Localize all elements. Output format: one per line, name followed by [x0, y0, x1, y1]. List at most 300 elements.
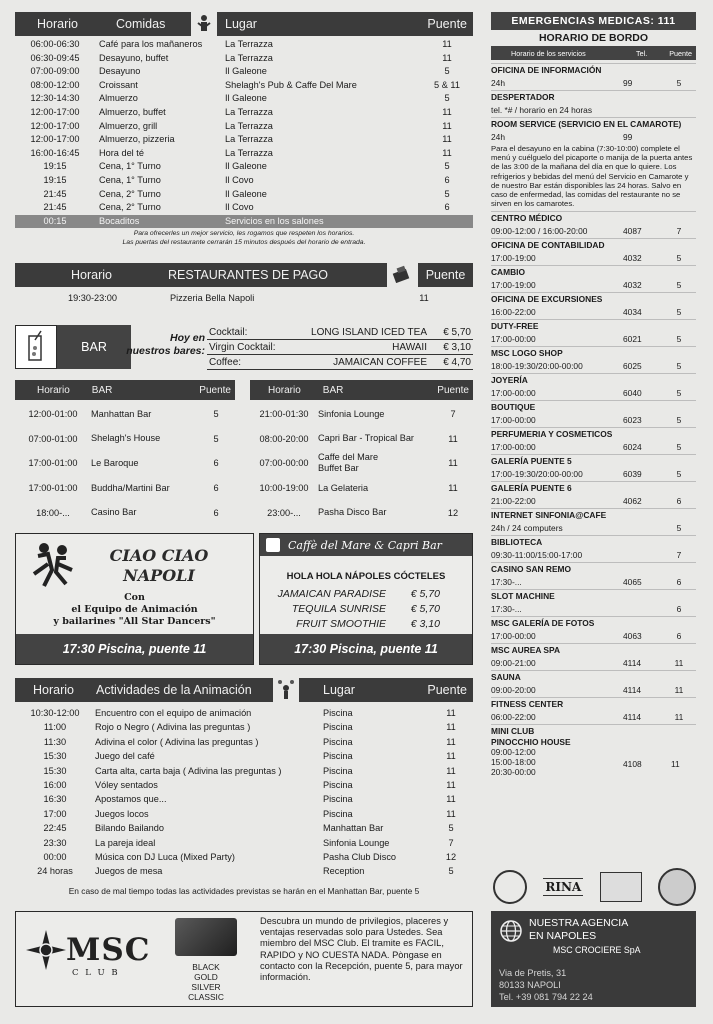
service-line: [491, 710, 696, 724]
meals-header-deck: Puente: [427, 17, 467, 31]
service-name: OFICINA DE INFORMACIÓN: [491, 65, 602, 75]
msc-tier: CLASSIC: [188, 992, 224, 1002]
service-line: [491, 629, 696, 643]
meal-time: 12:00-17:00: [30, 120, 80, 131]
paid-place: Pizzeria Bella Napoli: [170, 293, 255, 303]
meal-row: [15, 147, 473, 161]
activity-deck: 11: [446, 808, 456, 819]
caffe-item-price: € 5,70: [410, 602, 440, 615]
service-deck: 7: [676, 550, 682, 561]
activity-time: 24 horas: [37, 866, 73, 877]
caffe-title-bar: [260, 534, 472, 556]
service-name: DUTY-FREE: [491, 321, 539, 332]
bar-deck: 11: [448, 433, 458, 444]
caffe-footer: [260, 634, 472, 664]
meal-place: Il Covo: [225, 202, 254, 213]
meals-header: [15, 12, 191, 36]
paid-header: [15, 263, 387, 287]
service-tel: 4063: [623, 631, 642, 642]
caffe-hola: HOLA HOLA NÁPOLES CÓCTELES: [286, 571, 446, 582]
bar-row: [250, 427, 473, 452]
bars-right-header-bar: BAR: [322, 384, 344, 396]
activity-time: 16:00: [43, 780, 67, 791]
bar-name-line: Le Baroque: [91, 457, 139, 468]
bar-label-box: [57, 325, 131, 369]
activity-place: Piscina: [323, 808, 353, 819]
service-tel: 4034: [623, 307, 642, 318]
bar-deck: 11: [448, 458, 458, 469]
activity-row: [15, 778, 473, 792]
service-line: [491, 278, 696, 292]
meals-header-place: Lugar: [225, 17, 257, 31]
activities-footnote: En caso de mal tiempo todas las actividades previstas se harán en el Manhattan Bar, puente 5: [68, 886, 420, 896]
activity-time: 11:30: [43, 736, 67, 747]
paid-header-deck: Puente: [425, 268, 466, 282]
service-block: [491, 319, 696, 346]
meal-time: 07:00-09:00: [30, 66, 80, 77]
service-hours: 24h: [491, 132, 505, 142]
agency-address-2: 80133 NAPOLI: [499, 980, 561, 990]
service-tel: [623, 548, 667, 562]
activities-header: [15, 678, 273, 702]
service-deck: 6: [676, 577, 682, 588]
service-deck: 5: [676, 334, 682, 345]
service-deck: 5: [676, 523, 682, 534]
service-name: CAMBIO: [491, 267, 525, 278]
bar-deck: 6: [213, 507, 219, 518]
bar-row: [250, 402, 473, 427]
cocktail-glass-box: [15, 325, 57, 369]
paid-row: [15, 292, 473, 306]
activity-name: Juegos locos: [95, 808, 149, 819]
activity-row: [15, 706, 473, 720]
service-tel: 6039: [623, 469, 642, 480]
bar-promo-price: € 4,70: [443, 356, 471, 368]
bar-time: 17:00-01:00: [28, 458, 78, 469]
meal-row: [15, 160, 473, 174]
service-hours: 09:00-20:00: [491, 685, 536, 696]
meal-deck: 11: [442, 134, 452, 145]
activity-place: Sinfonia Lounge: [323, 837, 390, 848]
service-line: [491, 305, 696, 319]
ciao-line2: y bailarines "All Star Dancers": [53, 616, 216, 627]
service-hours: 24h: [491, 78, 505, 88]
meal-time: 12:00-17:00: [30, 106, 80, 117]
msc-compass-icon: [26, 930, 66, 970]
meal-name: Almuerzo, pizzeria: [99, 134, 175, 145]
msc-tier: SILVER: [191, 982, 221, 992]
iso-cert-icon: [600, 872, 642, 902]
service-line: [491, 602, 696, 616]
service-name: CASINO SAN REMO: [491, 564, 572, 575]
bar-name: [91, 409, 201, 420]
ciao-line1: el Equipo de Animación: [71, 604, 198, 615]
bars-left-header-deck: Puente: [199, 384, 231, 396]
miniclub-block: [491, 724, 696, 777]
msc-tier: GOLD: [194, 972, 218, 982]
service-hours: 17:00-00:00: [491, 334, 536, 345]
service-hours: 24h / 24 computers: [491, 523, 563, 534]
bar-deck: 5: [213, 433, 219, 444]
activity-name: Bilando Bailando: [95, 823, 164, 834]
service-block: [491, 697, 696, 724]
activity-row: [15, 749, 473, 763]
activity-name: Música con DJ Luca (Mixed Party): [95, 852, 235, 863]
service-line: [491, 548, 696, 562]
activity-place: Piscina: [323, 708, 353, 718]
meal-place: Il Galeone: [225, 188, 267, 199]
bar-name: [91, 507, 201, 518]
service-tel: 4065: [623, 577, 642, 588]
bar-promo-item: [207, 355, 473, 370]
activity-place: Piscina: [323, 794, 353, 805]
service-hours: 17:30-...: [491, 604, 522, 615]
activity-time: 11:00: [43, 722, 67, 733]
meals-note-2: Las puertas del restaurante cerrarán 15 minutos después del horario de entrada.: [122, 238, 366, 246]
service-name: SAUNA: [491, 672, 521, 683]
ciao-title: [74, 546, 244, 586]
service-block: [491, 400, 696, 427]
certification-logos: [493, 868, 696, 906]
bar-name: [318, 483, 436, 494]
activity-deck: 11: [446, 765, 456, 776]
meal-row: [15, 92, 473, 106]
bar-row: [15, 427, 235, 452]
bar-row: [15, 500, 235, 525]
paid-header-deck-cell: [418, 263, 473, 287]
meal-place: Shelagh's Pub & Caffe Del Mare: [225, 79, 357, 90]
service-tel: 6023: [623, 415, 642, 426]
agency-company: MSC CROCIERE SpA: [553, 945, 641, 955]
board-list: [491, 63, 696, 777]
meal-row: [15, 52, 473, 66]
meal-place: Il Galeone: [225, 93, 267, 104]
meal-deck: 5: [444, 188, 450, 199]
service-block: [491, 63, 696, 90]
meal-time: 16:00-16:45: [30, 147, 80, 158]
activity-row: [15, 850, 473, 864]
service-block: [491, 616, 696, 643]
msc-club-text: C L U B: [72, 968, 120, 978]
bar-today-line2: nuestros bares:: [126, 345, 205, 357]
bar-name-line: Shelagh's House: [91, 433, 161, 444]
ciao-con: Con: [124, 592, 145, 603]
service-block: [491, 265, 696, 292]
service-line: [491, 467, 696, 481]
service-block: [491, 508, 696, 535]
agency-address-1: Via de Pretis, 31: [499, 968, 567, 978]
meal-time: 21:45: [43, 202, 67, 213]
cash-register-icon: [390, 262, 412, 286]
meal-name: Almuerzo: [99, 93, 138, 104]
service-name: OFICINA DE EXCURSIONES: [491, 294, 603, 305]
activity-name: Vóley sentados: [95, 780, 158, 791]
bar-name: [318, 507, 436, 518]
bar-name-line: Sinfonia Lounge: [318, 408, 385, 419]
service-line: [491, 76, 696, 90]
msc-card-icon: [175, 918, 237, 956]
bar-name: [318, 452, 436, 474]
bar-deck: 7: [450, 409, 456, 420]
miniclub-name-1: MINI CLUB: [491, 726, 535, 737]
service-name: BOUTIQUE: [491, 402, 536, 413]
meal-row: [15, 38, 473, 52]
service-tel: 4087: [623, 226, 642, 237]
service-deck: 5: [676, 78, 682, 88]
service-line: [491, 494, 696, 508]
bar-label: BAR: [81, 340, 107, 354]
service-name: ROOM SERVICE (SERVICIO EN EL CAMAROTE): [491, 119, 682, 129]
service-tel: 6024: [623, 442, 642, 453]
caffe-item: [260, 601, 472, 616]
bar-row: [15, 402, 235, 427]
activity-deck: 11: [446, 736, 456, 747]
bar-name-line: Buddha/Martini Bar: [91, 482, 170, 493]
service-deck: 5: [676, 388, 682, 399]
service-hours: 17:00-00:00: [491, 388, 536, 399]
rina-logo: RINA: [545, 880, 582, 894]
service-hours: 09:30-11:00/15:00-17:00: [491, 550, 583, 561]
ciao-ciao-box: [15, 533, 254, 665]
bar-deck: 6: [213, 458, 219, 469]
cocktail-glass-icon: [25, 330, 47, 364]
activity-row: [15, 764, 473, 778]
service-name: CENTRO MÉDICO: [491, 213, 563, 224]
service-line: [491, 103, 696, 117]
miniclub-hours: 09:00-12:00: [491, 747, 536, 758]
caffe-list: [260, 586, 472, 631]
activity-deck: 5: [448, 823, 454, 834]
service-line: [491, 575, 696, 589]
paid-header-time: Horario: [71, 268, 112, 282]
service-name: INTERNET SINFONIA@CAFE: [491, 510, 607, 521]
activity-name: Juego del café: [95, 751, 155, 762]
service-deck: 6: [676, 631, 682, 642]
service-hours: 17:00-19:30/20:00-00:00: [491, 469, 583, 480]
bars-left-header: [15, 380, 235, 400]
ciao-desc: [16, 592, 253, 628]
service-block: [491, 481, 696, 508]
bar-promo-name: HAWAII: [392, 341, 427, 353]
service-block: [491, 211, 696, 238]
bars-right-table: [250, 402, 473, 525]
service-deck: 5: [676, 415, 682, 426]
service-tel: 4032: [623, 253, 642, 264]
caffe-item-price: € 5,70: [410, 587, 440, 600]
bar-name: [318, 433, 436, 444]
activity-deck: 11: [446, 708, 456, 718]
activity-time: 10:30-12:00: [30, 708, 80, 718]
bars-left-header-time: Horario: [37, 384, 70, 396]
paid-deck: 11: [419, 293, 429, 303]
bar-name: [91, 458, 201, 469]
bar-time: 17:00-01:00: [28, 483, 78, 494]
service-line: [491, 683, 696, 697]
service-deck: 5: [676, 442, 682, 453]
bar-time: 07:00-01:00: [28, 433, 78, 444]
msc-club-box: [15, 911, 473, 1007]
meal-place: Il Galeone: [225, 161, 267, 172]
bar-time: 10:00-19:00: [259, 483, 309, 494]
service-name: SLOT MACHINE: [491, 591, 555, 602]
service-line: [491, 130, 696, 144]
service-tel: 4114: [623, 658, 642, 669]
service-block: [491, 117, 696, 208]
paid-header-title: RESTAURANTES DE PAGO: [168, 268, 328, 282]
meal-deck: 11: [442, 120, 452, 131]
emergency-header: [491, 12, 696, 30]
caffe-footer-text: 17:30 Piscina, puente 11: [294, 642, 438, 656]
bar-deck: 12: [447, 507, 459, 518]
service-deck: 6: [676, 496, 682, 507]
board-header-deck: Puente: [669, 48, 692, 58]
service-tel: 4062: [623, 496, 642, 507]
service-deck: 5: [676, 280, 682, 291]
board-header-svc: Horario de los servicios: [511, 48, 586, 58]
meal-name: Cena, 2° Turno: [99, 202, 161, 213]
meal-deck: 6: [444, 174, 450, 185]
meal-time: 08:00-12:00: [30, 79, 80, 90]
meal-deck: 11: [442, 106, 452, 117]
activity-place: Manhattan Bar: [323, 823, 384, 834]
bar-today-list: [207, 325, 473, 370]
rina-seal-icon: [493, 870, 527, 904]
board-title: HORARIO DE BORDO: [538, 32, 649, 44]
service-tel: 99: [623, 132, 633, 142]
coffee-cup-icon: [266, 538, 280, 552]
activity-row: [15, 836, 473, 850]
meal-name: Croissant: [99, 79, 138, 90]
bar-row: [15, 451, 235, 476]
meal-place: Il Galeone: [225, 66, 267, 77]
board-header-tel: Tel.: [636, 48, 648, 58]
caffe-item-name: FRUIT SMOOTHIE: [296, 617, 386, 630]
ciao-footer: [16, 634, 253, 664]
service-hours: 16:00-22:00: [491, 307, 536, 318]
service-hours: 18:00-19:30/20:00-00:00: [491, 361, 583, 372]
activity-deck: 7: [448, 837, 454, 848]
caffe-item-price: € 3,10: [410, 617, 440, 630]
service-hours: 06:00-22:00: [491, 712, 536, 723]
service-block: [491, 373, 696, 400]
service-name: OFICINA DE CONTABILIDAD: [491, 240, 605, 251]
meal-name: Hora del té: [99, 147, 144, 158]
service-tel: 6025: [623, 361, 642, 372]
meal-name: Café para los mañaneros: [99, 39, 203, 49]
service-hours: 17:30-...: [491, 577, 522, 588]
caffe-item-name: JAMAICAN PARADISE: [277, 587, 386, 600]
activity-time: 00:00: [43, 852, 67, 863]
activities-header-deck: Puente: [427, 683, 467, 697]
bar-promo-name: LONG ISLAND ICED TEA: [311, 326, 427, 338]
bar-time: 23:00-...: [267, 507, 301, 518]
service-line: [491, 224, 696, 238]
meal-deck: 5 & 11: [434, 79, 460, 90]
meal-deck: 6: [444, 202, 450, 213]
service-line: [491, 251, 696, 265]
meal-row: [15, 65, 473, 79]
bar-promo-item: [207, 325, 473, 340]
agency-title: [529, 917, 628, 942]
activity-deck: 11: [446, 751, 456, 762]
meal-time: 19:15: [43, 174, 67, 185]
bar-row: [250, 500, 473, 525]
meal-row: [15, 106, 473, 120]
bars-right-header: [250, 380, 473, 400]
activity-deck: 11: [446, 780, 456, 791]
caffe-item: [260, 586, 472, 601]
meals-header-right: [217, 12, 473, 36]
activities-table: [15, 706, 473, 879]
service-hours: 09:00-12:00 / 16:00-20:00: [491, 226, 588, 237]
meal-place: La Terrazza: [225, 147, 273, 158]
activity-place: Piscina: [323, 780, 353, 791]
activity-time: 22:45: [43, 823, 67, 834]
service-line: [491, 656, 696, 670]
ciao-title-2: NAPOLI: [123, 566, 195, 585]
bar-promo-kind: Cocktail:: [209, 326, 248, 338]
service-hours: 17:00-00:00: [491, 631, 536, 642]
activity-time: 17:00: [43, 808, 67, 819]
meals-header-time: Horario: [37, 17, 78, 31]
service-line: [491, 332, 696, 346]
service-hours: tel. *# / horario en 24 horas: [491, 105, 593, 115]
ciao-footer-text: 17:30 Piscina, puente 11: [62, 642, 207, 656]
service-deck: [667, 103, 691, 117]
meal-place: La Terrazza: [225, 52, 273, 63]
meal-row: [15, 201, 473, 215]
service-deck: 6: [676, 604, 682, 615]
bar-time: 08:00-20:00: [259, 433, 309, 444]
bureau-veritas-icon: [658, 868, 696, 906]
service-tel: [623, 103, 667, 117]
bar-today-line1: Hoy en: [169, 332, 205, 344]
service-name: JOYERÍA: [491, 375, 528, 386]
service-deck: 11: [674, 685, 684, 696]
bar-deck: 5: [213, 409, 219, 420]
service-block: [491, 427, 696, 454]
activity-place: Piscina: [323, 736, 353, 747]
service-block: [491, 562, 696, 589]
service-tel: 99: [623, 78, 633, 88]
agency-address: [499, 967, 593, 1003]
miniclub-hours: 20:30-00:00: [491, 766, 536, 777]
service-line: [491, 359, 696, 373]
activities-header-place: Lugar: [323, 683, 355, 697]
bar-name: [91, 483, 201, 494]
meal-time: 12:00-17:00: [30, 134, 80, 145]
caffe-item-name: TEQUILA SUNRISE: [291, 602, 386, 615]
meal-time: 06:30-09:45: [30, 52, 80, 63]
service-hours: 09:00-21:00: [491, 658, 536, 669]
activities-header-time: Horario: [33, 683, 74, 697]
ciao-title-1: CIAO CIAO: [109, 546, 209, 565]
meal-place: La Terrazza: [225, 39, 273, 49]
meal-name: Cena, 1° Turno: [99, 174, 161, 185]
bar-time: 21:00-01:30: [259, 409, 309, 420]
activities-header-activity: Actividades de la Animación: [96, 683, 252, 697]
chef-icon: [193, 12, 215, 36]
bar-name-line: Capri Bar - Tropical Bar: [318, 433, 414, 444]
service-line: [491, 521, 696, 535]
service-name: BIBLIOTECA: [491, 537, 543, 548]
board-table-header: [491, 46, 696, 60]
service-name: GALERÍA PUENTE 6: [491, 483, 572, 494]
bar-row: [15, 476, 235, 501]
meal-place: Servicios en los salones: [225, 215, 324, 226]
activity-deck: 5: [448, 866, 454, 877]
miniclub-deck: 11: [671, 759, 680, 770]
